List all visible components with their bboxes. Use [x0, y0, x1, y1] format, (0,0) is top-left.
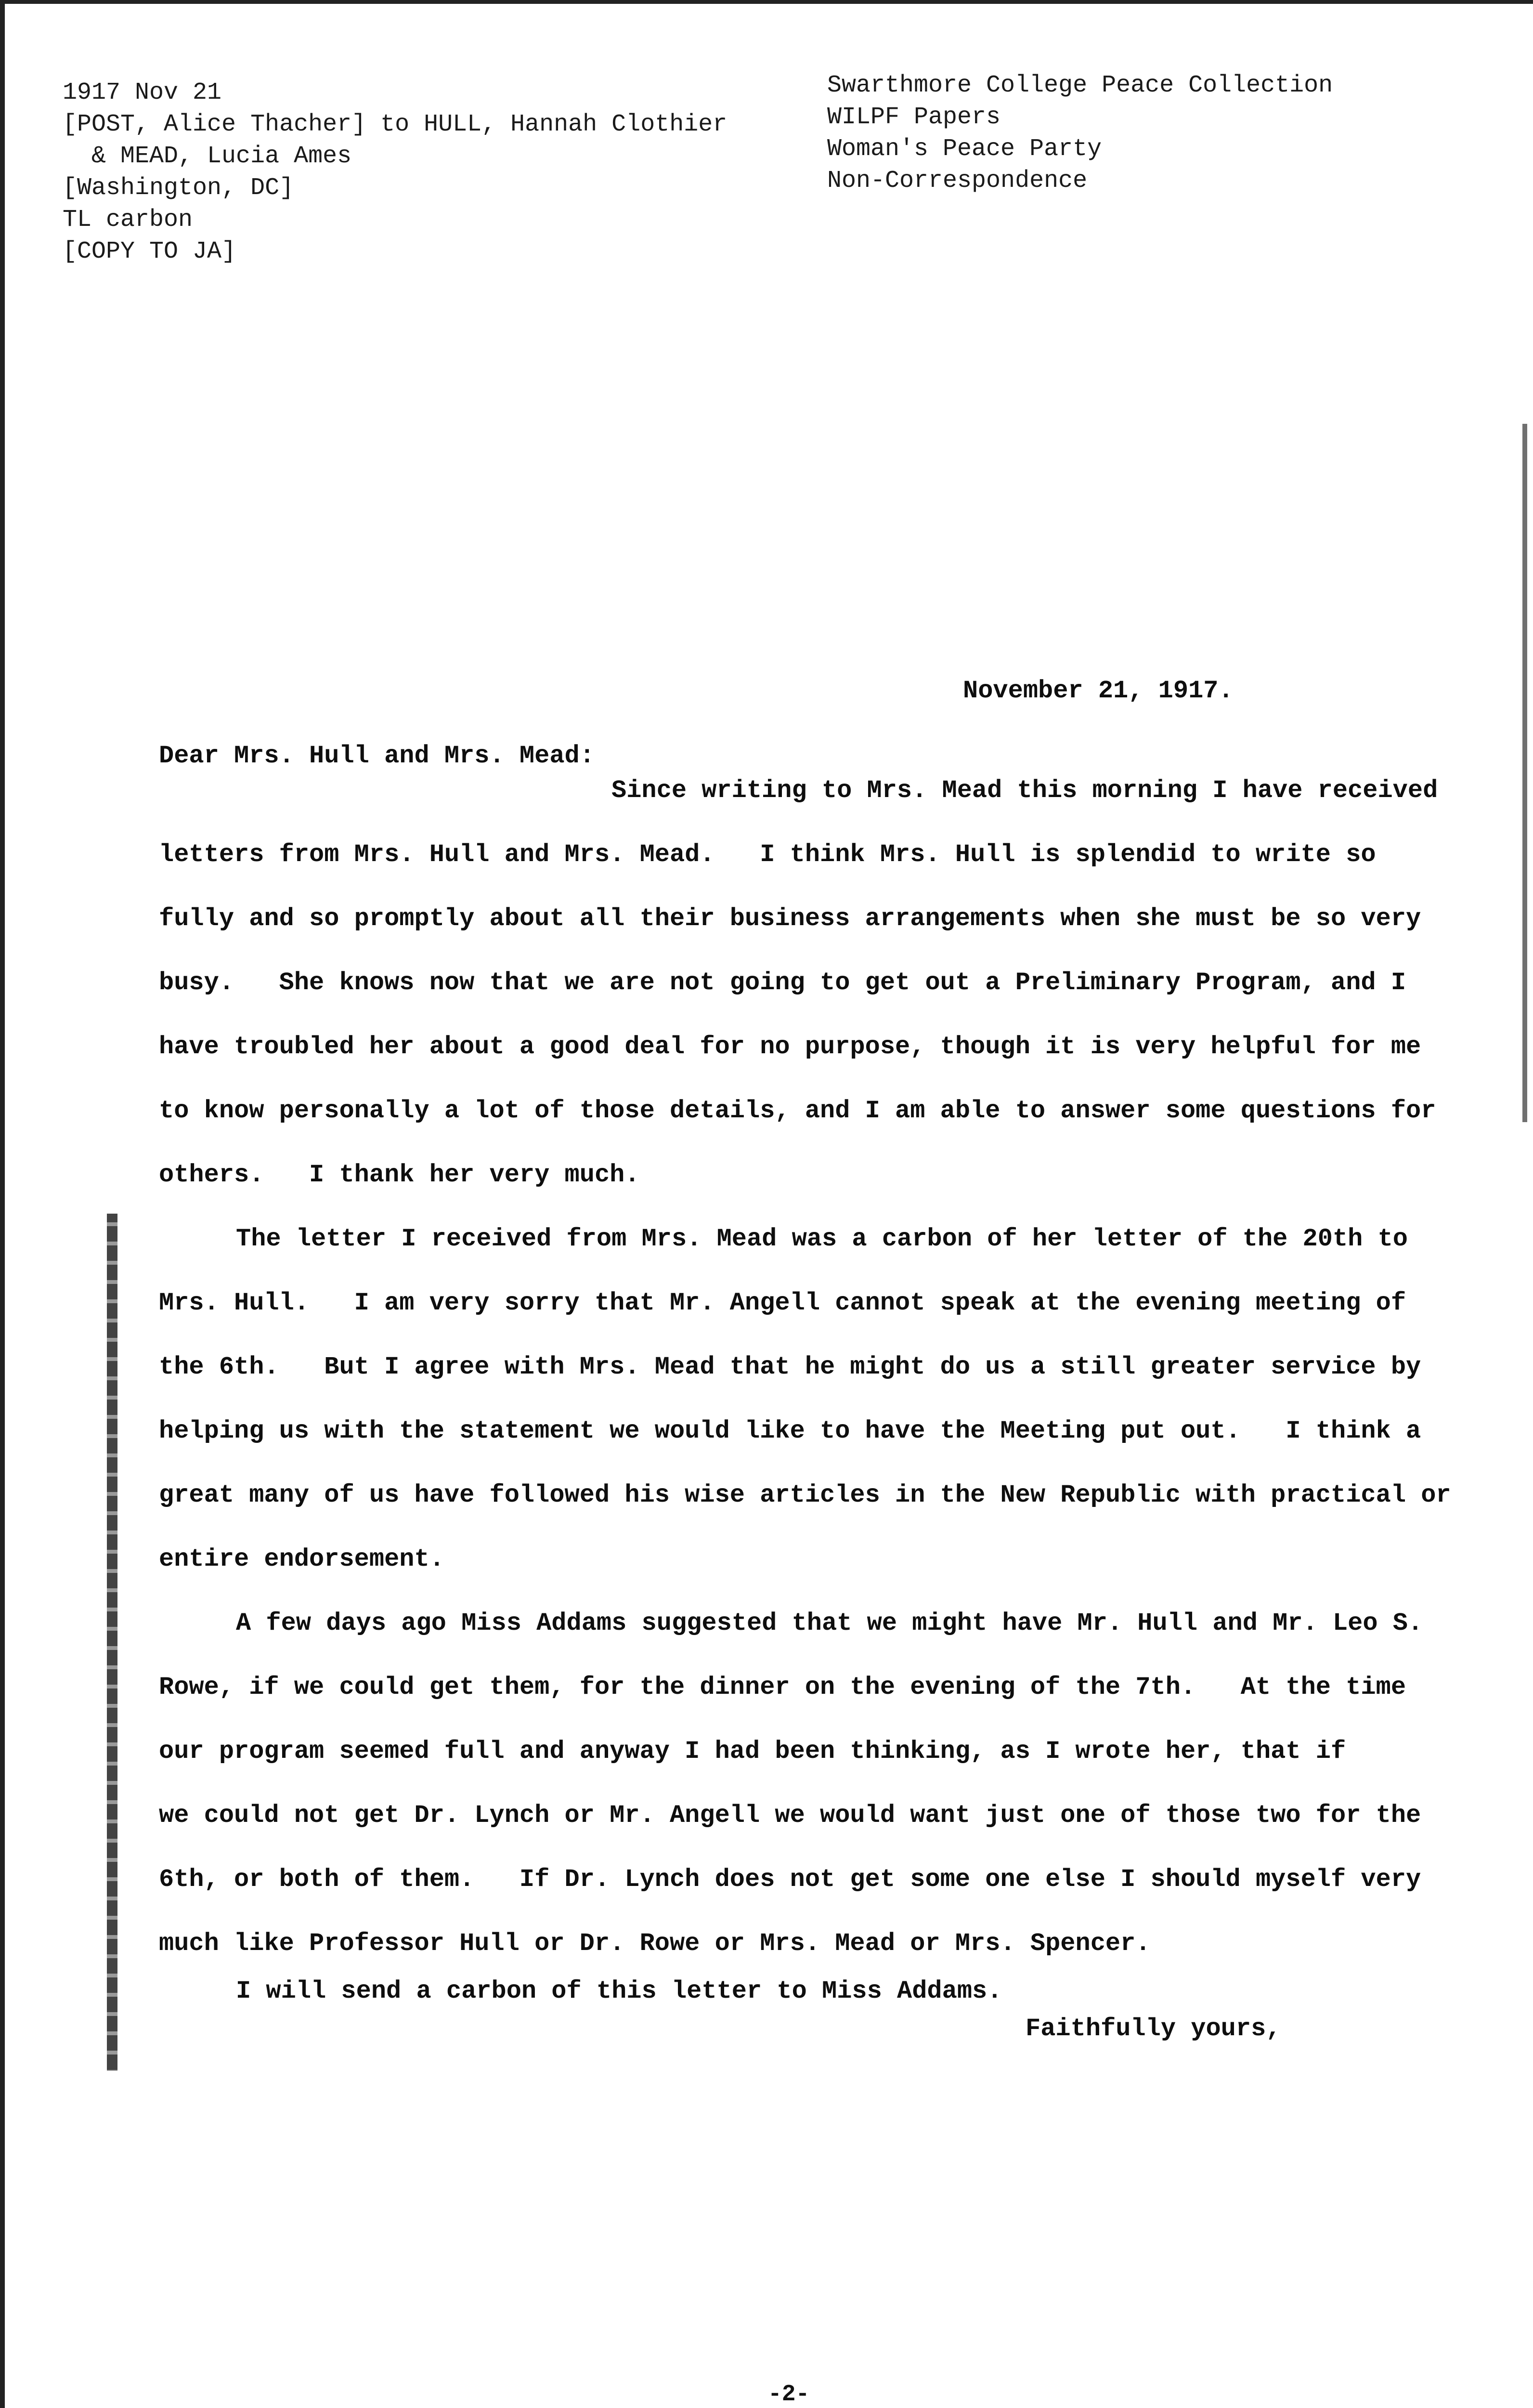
letter-line: busy. She knows now that we are not going to get out a Preliminary Program, and I: [159, 968, 1406, 997]
letter-line: to know personally a lot of those details, and I am able to answer some questions for: [159, 1097, 1436, 1125]
letter-line: The letter I received from Mrs. Mead was a carbon of her letter of the 20th to: [236, 1225, 1408, 1253]
letter-line: great many of us have followed his wise articles in the New Republic with practical or: [159, 1481, 1451, 1509]
catalog-right-line: Swarthmore College Peace Collection: [827, 72, 1333, 99]
letter-closing: Faithfully yours,: [1026, 2015, 1281, 2043]
letter-body: [159, 759, 1468, 2007]
letter-line: I will send a carbon of this letter to Miss Addams.: [236, 1977, 1002, 2005]
letter-line: A few days ago Miss Addams suggested that we might have Mr. Hull and Mr. Leo S.: [236, 1609, 1423, 1637]
margin-bracket-mark: [107, 1214, 117, 2071]
letter-line: 6th, or both of them. If Dr. Lynch does not get some one else I should myself very: [159, 1865, 1421, 1894]
letter-date: November 21, 1917.: [963, 677, 1234, 705]
letter-line: letters from Mrs. Hull and Mrs. Mead. I think Mrs. Hull is splendid to write so: [159, 840, 1376, 869]
letter-line: we could not get Dr. Lynch or Mr. Angell we would want just one of those two for the: [159, 1801, 1421, 1830]
catalog-left-line: 1917 Nov 21: [63, 79, 222, 106]
page-edge-top: [0, 0, 1533, 4]
catalog-info-right: [827, 70, 1333, 197]
catalog-info-left: [63, 77, 727, 268]
letter-line: helping us with the statement we would like to have the Meeting put out. I think a: [159, 1417, 1421, 1445]
letter-line: the 6th. But I agree with Mrs. Mead that he might do us a still greater service by: [159, 1353, 1421, 1381]
letter-line: Rowe, if we could get them, for the dinner on the evening of the 7th. At the time: [159, 1673, 1406, 1701]
catalog-right-line: WILPF Papers: [827, 104, 1001, 131]
catalog-right-line: Woman's Peace Party: [827, 135, 1102, 163]
catalog-left-line: TL carbon: [63, 206, 193, 234]
catalog-left-line: & MEAD, Lucia Ames: [63, 143, 352, 170]
letter-line: our program seemed full and anyway I had been thinking, as I wrote her, that if: [159, 1737, 1346, 1766]
right-edge-mark: [1522, 424, 1527, 1122]
letter-line: fully and so promptly about all their business arrangements when she must be so very: [159, 904, 1421, 933]
catalog-right-line: Non-Correspondence: [827, 167, 1088, 195]
page-number: -2-: [768, 2382, 810, 2408]
letter-line: Mrs. Hull. I am very sorry that Mr. Angell cannot speak at the evening meeting of: [159, 1289, 1406, 1317]
letter-line: have troubled her about a good deal for no purpose, though it is very helpful for me: [159, 1033, 1421, 1061]
letter-line: others. I thank her very much.: [159, 1161, 640, 1189]
letter-salutation: Dear Mrs. Hull and Mrs. Mead:: [159, 742, 595, 770]
catalog-left-line: [Washington, DC]: [63, 174, 294, 202]
page-edge-left: [0, 0, 5, 2408]
letter-line: entire endorsement.: [159, 1545, 444, 1573]
letter-line: much like Professor Hull or Dr. Rowe or Mrs. Mead or Mrs. Spencer.: [159, 1929, 1151, 1958]
letter-line: Since writing to Mrs. Mead this morning I have received: [611, 776, 1438, 805]
catalog-left-line: [POST, Alice Thacher] to HULL, Hannah Clothier: [63, 111, 728, 138]
catalog-left-line: [COPY TO JA]: [63, 238, 236, 265]
